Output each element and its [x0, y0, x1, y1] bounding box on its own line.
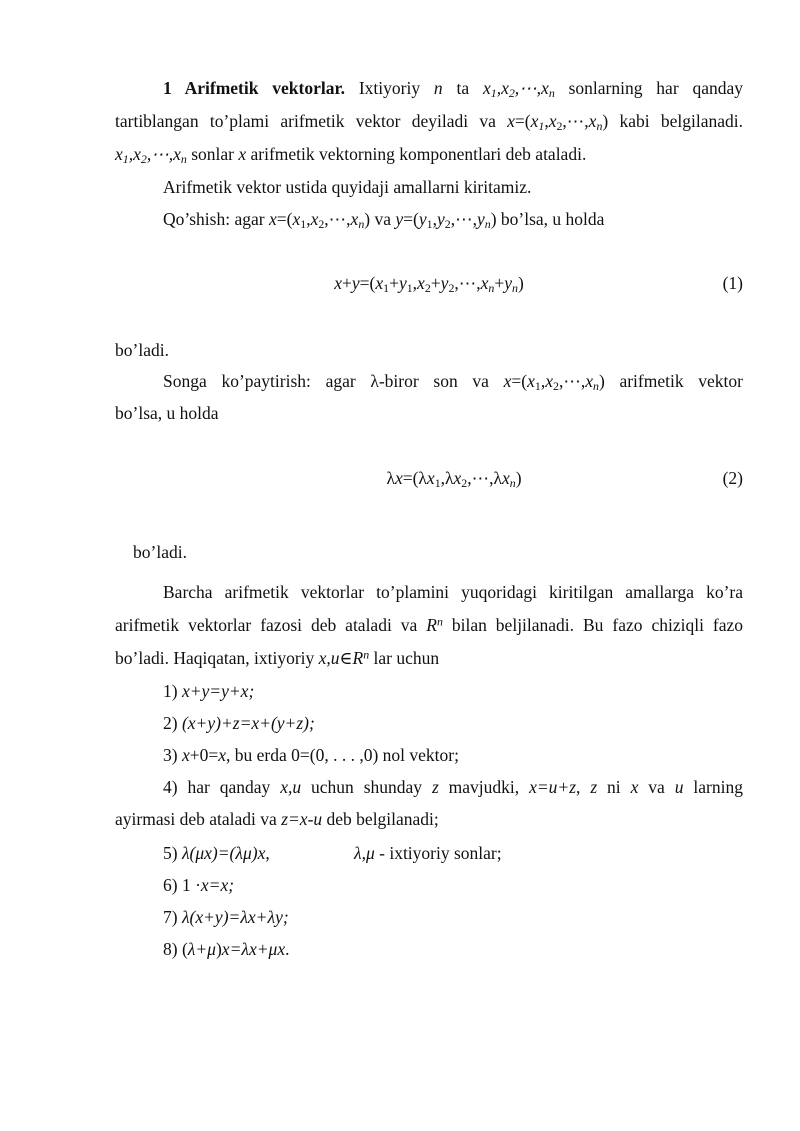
paragraph-1-line-1: 1 Arifmetik vektorlar. Ixtiyoriy n ta $x_1,x_2,\cdots,x_n$ sonlarning har qanday: [163, 78, 743, 100]
property-2: 2) (x+y)+z=x+(y+z);: [163, 713, 315, 733]
equation-2: [115, 467, 743, 489]
paragraph-1-line-3: $x_1,x_2,\cdots,x_n$ sonlar x arifmetik vektorning komponentlari deb ataladi.: [115, 144, 587, 166]
property-6: 6) 1 ·x=x;: [163, 875, 235, 895]
property-1: 1) x+y=y+x;: [163, 681, 255, 701]
property-5-note: λ,μ - ixtiyoriy sonlar;: [354, 843, 502, 863]
section-heading: 1 Arifmetik vektorlar.: [163, 78, 346, 98]
boladi-2: bo’ladi.: [133, 542, 187, 562]
property-5: 5) λ(μx)=(λμ)x,: [163, 843, 270, 863]
equation-1-number: (1): [722, 273, 743, 293]
equation-2-formula: $\lambda x=(\lambda x_1,\lambda x_2,\cdots,\lambda x_n)$: [386, 468, 522, 490]
paragraph-3: Qo’shish: agar $x=(x_1,x_2,\cdots,x_n)$ va $y=(y_1,y_2,\cdots,y_n)$ bo’lsa, u holda: [163, 209, 605, 231]
property-7: 7) λ(x+y)=λx+λy;: [163, 907, 289, 927]
paragraph-1-line-2: tartiblangan to’plami arifmetik vektor deyiladi va $x=(x_1,x_2,\cdots,x_n)$ kabi belgilanadi.: [115, 111, 743, 133]
property-4-line-2: ayirmasi deb ataladi va z=x-u deb belgilanadi;: [115, 809, 439, 829]
equation-2-number: (2): [722, 468, 743, 488]
property-3: 3) x+0=x, bu erda 0=(0, . . . ,0) nol vektor;: [163, 745, 459, 765]
equation-1: [115, 272, 743, 294]
property-8: 8) (λ+μ)x=λx+μx.: [163, 939, 290, 959]
paragraph-5-line-3: bo’ladi. Haqiqatan, ixtiyoriy $x,u\in R^n$ lar uchun: [115, 647, 440, 668]
property-4-line-1: 4) har qanday x,u uchun shunday z mavjudki, x=u+z, z ni x va u larning: [163, 777, 743, 797]
paragraph-4-line-2: bo’lsa, u holda: [115, 403, 219, 423]
paragraph-5-line-2: arifmetik vektorlar fazosi deb ataladi va $R^n$ bilan beljilanadi. Bu fazo chiziqli fazo: [115, 614, 743, 635]
boladi-1: bo’ladi.: [115, 340, 169, 360]
paragraph-5-line-1: Barcha arifmetik vektorlar to’plamini yuqoridagi kiritilgan amallarga ko’ra: [163, 582, 743, 602]
equation-1-formula: $x+y=(x_1+y_1,x_2+y_2,\cdots,x_n+y_n)$: [334, 273, 524, 295]
paragraph-2: Arifmetik vektor ustida quyidaji amallarni kiritamiz.: [163, 177, 532, 197]
paragraph-4-line-1: Songa ko’paytirish: agar λ-biror son va $x=(x_1,x_2,\cdots,x_n)$ arifmetik vektor: [163, 371, 743, 393]
